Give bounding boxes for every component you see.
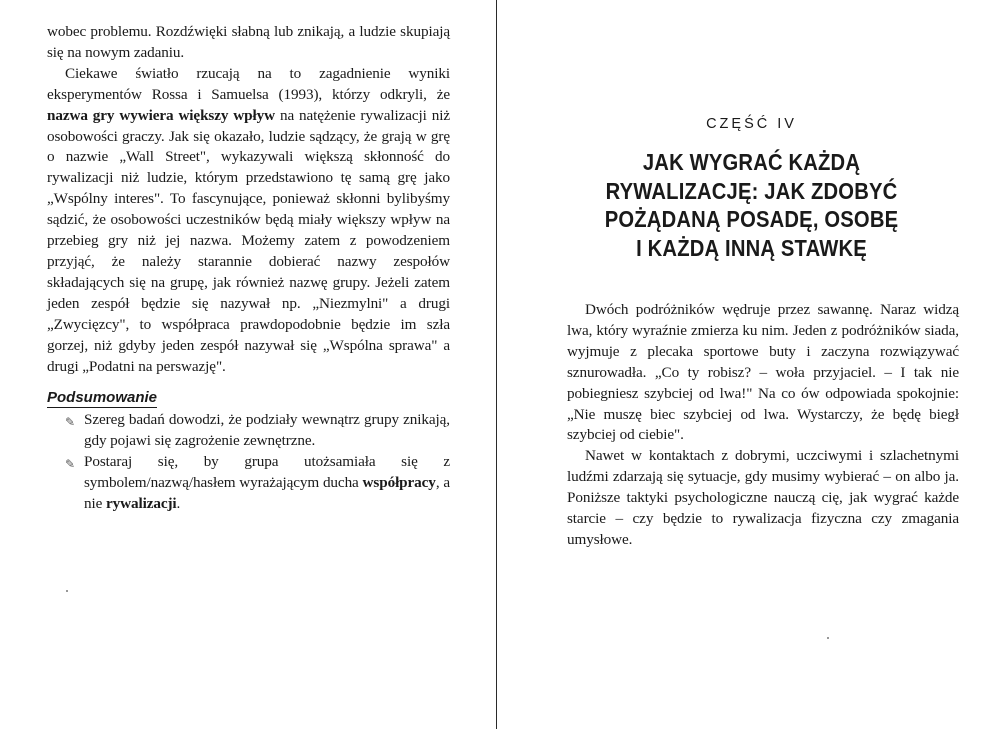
- chapter-title: [533, 148, 971, 262]
- summary-list: [47, 410, 450, 515]
- part-label: CZĘŚĆ IV: [706, 116, 797, 132]
- summary-item-text: Postaraj się, by grupa utożsamiała się z symbolem/nazwą/hasłem wyrażającym ducha: [84, 453, 450, 492]
- paragraph-anecdote: Dwóch podróżników wędruje przez sawannę. Naraz widzą lwa, który wyraźnie zmierza ku nim. Jeden z podróżników siada, wyjmuje z plecaka sportowe buty i zaczyna rozwiązywać sznurowadła. „Co ty robisz? – woła przyjaciel. – I tak nie pobiegniesz szybciej od lwa!" Na co ów odpowiada spokojnie: „Nie muszę biec szybciej od lwa. Wystarczy, że będę biegł szybciej od ciebie".: [567, 301, 959, 444]
- pencil-bullet-icon: ✎: [65, 457, 75, 472]
- scan-speck: [66, 590, 68, 592]
- summary-item: [47, 452, 450, 515]
- left-text-column: [47, 22, 450, 515]
- summary-item: [47, 410, 450, 452]
- pencil-bullet-icon: ✎: [65, 415, 75, 430]
- summary-bold-word: rywalizacji: [105, 495, 177, 513]
- chapter-title-line: I KAŻDĄ INNĄ STAWKĘ: [636, 234, 867, 261]
- experiment-text-part: Ciekawe światło rzucają na to zagadnienie wyniki eksperymentów Rossa i Samuelsa (1993), którzy odkryli, że: [47, 64, 450, 103]
- summary-bold-word: współpracy: [362, 474, 436, 492]
- right-page: [497, 0, 1006, 729]
- experiment-bold-phrase: nazwa gry wywiera większy wpływ: [47, 106, 276, 124]
- summary-heading: Podsumowanie: [47, 389, 158, 407]
- summary-item-text: .: [176, 495, 181, 513]
- scan-speck: [827, 637, 829, 639]
- paragraph-intro: Nawet w kontaktach z dobrymi, uczciwymi i szlachetnymi ludźmi zdarzają się sytuacje, gdy musimy wybierać – on albo ja. Poniższe taktyki psychologiczne nauczą cię, jak wygrać każde starcie – czy będzie to rywalizacja fizyczna czy zmagania umysłowe.: [567, 447, 959, 548]
- summary-item-text: , a nie: [84, 474, 450, 513]
- paragraph-experiment: [47, 64, 450, 378]
- chapter-title-line: RYWALIZACJĘ: JAK ZDOBYĆ: [605, 177, 898, 204]
- chapter-title-line: POŻĄDANĄ POSADĘ, OSOBĘ: [604, 206, 899, 232]
- right-text-column: [567, 300, 959, 551]
- summary-item-text: Szereg badań dowodzi, że podziały wewnątrz grupy znikają, gdy pojawi się zagrożenie zewnętrzne.: [84, 411, 450, 450]
- experiment-text-part: na natężenie rywalizacji niż osobowości graczy. Jak się okazało, ludzie sądzący, że grają w grę o nazwie „Wall Street", wykazywali większą skłonność do rywalizacji niż ludzie, którym przedstawiono tę samą grę jako „Wspólny interes". To fascynujące, ponieważ skłonni bylibyśmy sądzić, że osobowości uczestników będą miały większy wpływ na przebieg gry niż jej nazwa. Możemy zatem z powodzeniem przyjąć, że należy starannie dobierać nazwy zespołów składających się na grupę, jak również nazwę grupy. Jeżeli zatem jeden zespół będzie się nazywał np. „Niezmylni" a drugi „Zwycięzcy", to współpraca prawdopodobnie będzie im szła gorzej, niż gdyby jeden zespół nazywał się „Wspólna sprawa" a drugi „Podatni na perswazję".: [47, 106, 450, 375]
- left-page: [0, 0, 496, 729]
- chapter-title-line: JAK WYGRAĆ KAŻDĄ: [642, 149, 861, 175]
- paragraph-continuation: wobec problemu. Rozdźwięki słabną lub znikają, a ludzie skupiają się na nowym zadaniu.: [47, 23, 450, 61]
